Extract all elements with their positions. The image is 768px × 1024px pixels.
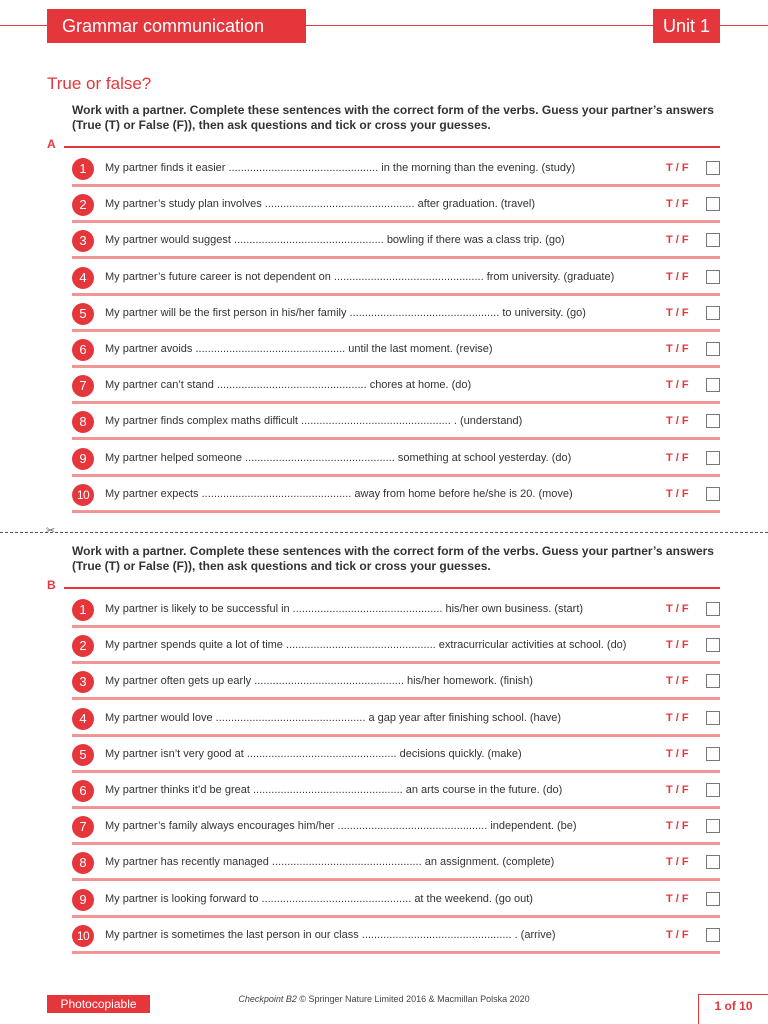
true-false-label: T / F: [666, 487, 689, 500]
row-divider: [72, 293, 720, 296]
item-sentence: My partner’s future career is not dependent on ................................................. from university. (graduate): [105, 270, 615, 283]
item-sentence: My partner is sometimes the last person in our class ................................................. . (arrive): [105, 928, 556, 941]
item-sentence: My partner is likely to be successful in ................................................. his/her own business. (start): [105, 603, 584, 615]
exercise-row: [72, 671, 722, 697]
true-false-label: T / F: [666, 675, 689, 688]
item-number: 8: [72, 852, 94, 874]
row-divider: [72, 661, 720, 664]
row-divider: [72, 770, 720, 773]
item-number: 3: [72, 671, 94, 693]
row-divider: [72, 951, 720, 954]
guess-checkbox[interactable]: [706, 378, 720, 392]
true-false-label: T / F: [666, 451, 689, 464]
guess-checkbox[interactable]: [706, 928, 720, 942]
guess-checkbox[interactable]: [706, 638, 720, 652]
exercise-row: [72, 303, 722, 329]
row-divider: [72, 625, 720, 628]
copyright-text: © Springer Nature Limited 2016 & Macmillan Polska 2020: [296, 994, 530, 1004]
item-number: 10: [72, 925, 94, 947]
guess-checkbox[interactable]: [706, 674, 720, 688]
item-sentence: My partner expects ................................................. away from home before he/she is 20. (move): [105, 487, 573, 500]
true-false-label: T / F: [666, 603, 689, 615]
item-sentence: My partner’s family always encourages him/her ................................................. independent. (be): [105, 820, 577, 833]
scissors-icon: ✂: [46, 525, 56, 537]
true-false-label: T / F: [666, 711, 689, 724]
guess-checkbox[interactable]: [706, 819, 720, 833]
guess-checkbox[interactable]: [706, 233, 720, 247]
copyright-line: [0, 994, 768, 1004]
true-false-label: T / F: [666, 928, 689, 941]
true-false-label: T / F: [666, 270, 689, 283]
exercise-row: [72, 267, 722, 293]
exercise-row: [72, 599, 722, 625]
section-letter-b: B: [47, 578, 56, 592]
photocopiable-badge: Photocopiable: [47, 995, 150, 1013]
item-number: 7: [72, 375, 94, 397]
item-number: 4: [72, 708, 94, 730]
item-number: 4: [72, 267, 94, 289]
item-sentence: My partner will be the first person in his/her family ................................................. to university. (go): [105, 306, 586, 319]
exercise-row: [72, 375, 722, 401]
exercise-row: [72, 411, 722, 437]
row-divider: [72, 401, 720, 404]
true-false-label: T / F: [666, 784, 689, 796]
item-number: 9: [72, 448, 94, 470]
item-sentence: My partner avoids ................................................. until the last moment. (revise): [105, 343, 493, 355]
guess-checkbox[interactable]: [706, 855, 720, 869]
row-divider: [72, 697, 720, 700]
row-divider: [72, 256, 720, 259]
row-divider: [72, 915, 720, 918]
guess-checkbox[interactable]: [706, 197, 720, 211]
row-divider: [72, 220, 720, 223]
exercise-row: [72, 484, 722, 510]
item-sentence: My partner would suggest ................................................. bowling if there was a class trip. (go): [105, 234, 565, 247]
true-false-label: T / F: [666, 747, 689, 760]
row-divider: [72, 878, 720, 881]
instructions-b: Work with a partner. Complete these sentences with the correct form of the verbs. Guess your partner’s answers (True (T) or False (F)), then ask questions and tick or cross your guesses.: [72, 544, 714, 573]
cut-line: [0, 532, 768, 533]
item-number: 7: [72, 816, 94, 838]
item-sentence: My partner can’t stand ................................................. chores at home. (do): [105, 379, 472, 392]
row-divider: [72, 734, 720, 737]
item-number: 2: [72, 635, 94, 657]
exercise-row: [72, 889, 722, 915]
section-rule-a: [64, 146, 720, 148]
guess-checkbox[interactable]: [706, 892, 720, 906]
guess-checkbox[interactable]: [706, 270, 720, 284]
item-number: 5: [72, 303, 94, 325]
item-sentence: My partner often gets up early ................................................. his/her homework. (finish): [105, 675, 533, 688]
row-divider: [72, 842, 720, 845]
item-number: 2: [72, 194, 94, 216]
item-number: 1: [72, 599, 94, 621]
true-false-label: T / F: [666, 379, 689, 392]
guess-checkbox[interactable]: [706, 414, 720, 428]
true-false-label: T / F: [666, 892, 689, 905]
exercise-row: [72, 339, 722, 365]
section-rule-b: [64, 587, 720, 589]
item-sentence: My partner helped someone ................................................. something at school yesterday. (do): [105, 451, 572, 464]
guess-checkbox[interactable]: [706, 747, 720, 761]
guess-checkbox[interactable]: [706, 451, 720, 465]
exercise-row: [72, 448, 722, 474]
row-divider: [72, 437, 720, 440]
item-sentence: My partner spends quite a lot of time ................................................. extracurricular activities at school. (do): [105, 639, 627, 652]
exercise-row: [72, 816, 722, 842]
unit-label: Unit 1: [653, 9, 720, 43]
true-false-label: T / F: [666, 234, 689, 247]
guess-checkbox[interactable]: [706, 306, 720, 320]
true-false-label: T / F: [666, 856, 689, 869]
page-number: 1 of 10: [698, 994, 768, 1024]
exercise-row: [72, 852, 722, 878]
worksheet-title: Grammar communication: [47, 9, 306, 43]
row-divider: [72, 365, 720, 368]
true-false-label: T / F: [666, 198, 689, 211]
instructions-a: Work with a partner. Complete these sentences with the correct form of the verbs. Guess your partner’s answers (True (T) or False (F)), then ask questions and tick or cross your guesses.: [72, 103, 714, 132]
item-number: 8: [72, 411, 94, 433]
exercise-row: [72, 158, 722, 184]
section-heading: True or false?: [47, 74, 152, 93]
true-false-label: T / F: [666, 343, 689, 355]
item-number: 6: [72, 780, 94, 802]
guess-checkbox[interactable]: [706, 161, 720, 175]
item-sentence: My partner’s study plan involves ................................................. after graduation. (travel): [105, 198, 535, 211]
guess-checkbox[interactable]: [706, 602, 720, 616]
book-title: Checkpoint B2: [238, 994, 297, 1004]
guess-checkbox[interactable]: [706, 711, 720, 725]
row-divider: [72, 510, 720, 513]
exercise-row: [72, 780, 722, 806]
item-sentence: My partner would love ................................................. a gap year after finishing school. (have): [105, 711, 562, 724]
exercise-row: [72, 744, 722, 770]
item-sentence: My partner has recently managed ................................................. an assignment. (complete): [105, 856, 555, 869]
item-number: 6: [72, 339, 94, 361]
row-divider: [72, 184, 720, 187]
exercise-row: [72, 635, 722, 661]
exercise-row: [72, 708, 722, 734]
true-false-label: T / F: [666, 415, 689, 428]
item-number: 1: [72, 158, 94, 180]
item-number: 5: [72, 744, 94, 766]
exercise-row: [72, 194, 722, 220]
guess-checkbox[interactable]: [706, 783, 720, 797]
row-divider: [72, 474, 720, 477]
exercise-row: [72, 925, 722, 951]
guess-checkbox[interactable]: [706, 342, 720, 356]
item-number: 9: [72, 889, 94, 911]
item-sentence: My partner is looking forward to ................................................. at the weekend. (go out): [105, 892, 533, 905]
item-sentence: My partner thinks it’d be great ................................................. an arts course in the future. (do): [105, 784, 563, 796]
section-letter-a: A: [47, 137, 56, 151]
guess-checkbox[interactable]: [706, 487, 720, 501]
row-divider: [72, 806, 720, 809]
item-sentence: My partner finds it easier ................................................. in the morning than the evening. (study): [105, 162, 576, 174]
exercise-row: [72, 230, 722, 256]
true-false-label: T / F: [666, 306, 689, 319]
item-sentence: My partner isn’t very good at ................................................. decisions quickly. (make): [105, 747, 522, 760]
true-false-label: T / F: [666, 639, 689, 652]
true-false-label: T / F: [666, 162, 689, 174]
true-false-label: T / F: [666, 820, 689, 833]
row-divider: [72, 329, 720, 332]
item-sentence: My partner finds complex maths difficult ................................................. . (understand): [105, 415, 523, 428]
item-number: 10: [72, 484, 94, 506]
item-number: 3: [72, 230, 94, 252]
